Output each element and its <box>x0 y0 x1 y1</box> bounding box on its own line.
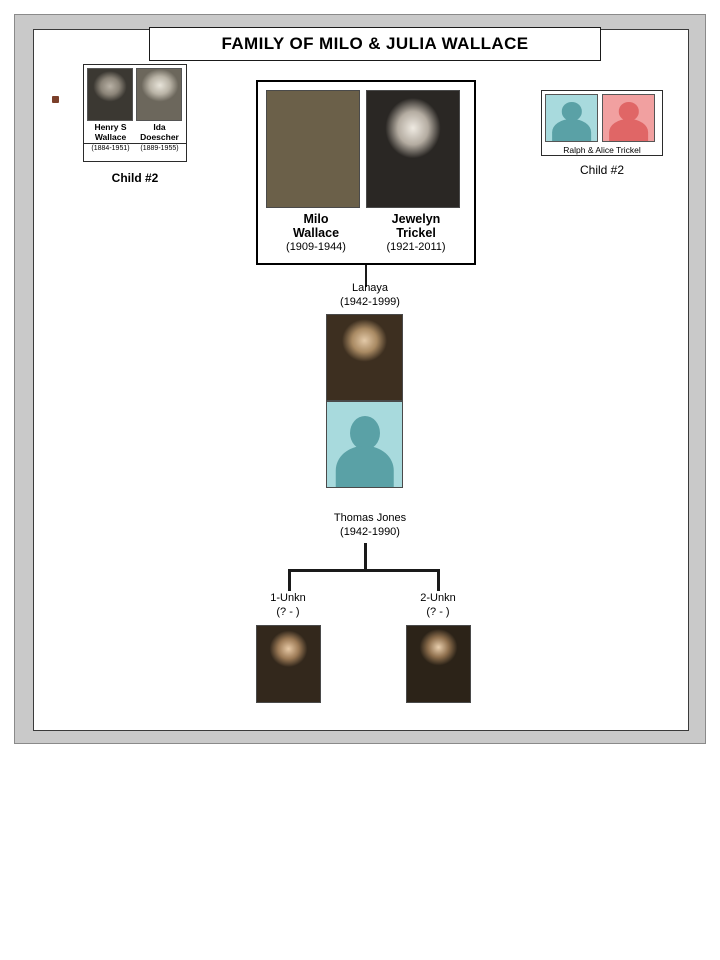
grandparents-photos <box>84 65 186 121</box>
henry-wallace-name: Henry S Wallace <box>94 122 127 142</box>
chart-title-box <box>149 27 601 61</box>
child-two-name: 2-Unkn <box>420 592 456 604</box>
child-two-photo <box>406 625 471 703</box>
couple-photos <box>258 82 474 208</box>
page-title: FAMILY OF MILO & JULIA WALLACE <box>221 34 529 53</box>
henry-wallace-dates: (1884-1951) <box>91 145 130 152</box>
trickel-card <box>541 90 663 156</box>
thomas-jones-dates: (1942-1990) <box>340 526 400 538</box>
henry-wallace-photo <box>87 68 133 121</box>
lanaya-dates: (1942-1999) <box>340 296 400 308</box>
lanaya-label <box>310 281 430 309</box>
thomas-jones-placeholder <box>326 401 403 488</box>
milo-wallace-photo <box>266 90 360 208</box>
trickel-child-label: Child #2 <box>579 163 625 177</box>
child-one-dates: (? - ) <box>276 606 300 618</box>
child-one-name: 1-Unkn <box>270 592 306 604</box>
lanaya-thomas-photo-stack <box>326 314 403 488</box>
lanaya-photo <box>326 314 403 401</box>
grandparents-child-label: Child #2 <box>111 171 159 185</box>
couple-labels <box>258 208 474 255</box>
jewelyn-trickel-label: Jewelyn Trickel (1921-2011) <box>386 212 446 253</box>
child-two-node <box>378 592 498 703</box>
grandparents-names <box>84 121 186 142</box>
connector-sibling-bar <box>288 569 440 572</box>
ida-doescher-dates: (1889-1955) <box>140 145 179 152</box>
lanaya-name: Lanaya <box>351 282 389 294</box>
ida-doescher-photo <box>136 68 182 121</box>
ida-doescher-name: Ida Doescher <box>140 122 179 142</box>
ralph-trickel-placeholder <box>545 94 598 142</box>
child-one-photo <box>256 625 321 703</box>
thomas-jones-label <box>310 511 430 539</box>
connector-thomas-down <box>364 543 367 569</box>
trickel-photos <box>542 91 662 145</box>
connector-to-child-one <box>288 569 291 591</box>
trickel-caption: Ralph & Alice Trickel <box>563 145 641 155</box>
jewelyn-trickel-photo <box>366 90 460 208</box>
child-one-node <box>228 592 348 703</box>
decorative-mark-icon <box>52 96 59 103</box>
alice-trickel-placeholder <box>602 94 655 142</box>
couple-card <box>256 80 476 265</box>
milo-wallace-label: Milo Wallace (1909-1944) <box>286 212 346 253</box>
child-two-dates: (? - ) <box>426 606 450 618</box>
grandparents-dates <box>84 143 186 153</box>
grandparents-card <box>83 64 187 162</box>
thomas-jones-name: Thomas Jones <box>333 512 407 524</box>
connector-to-child-two <box>437 569 440 591</box>
